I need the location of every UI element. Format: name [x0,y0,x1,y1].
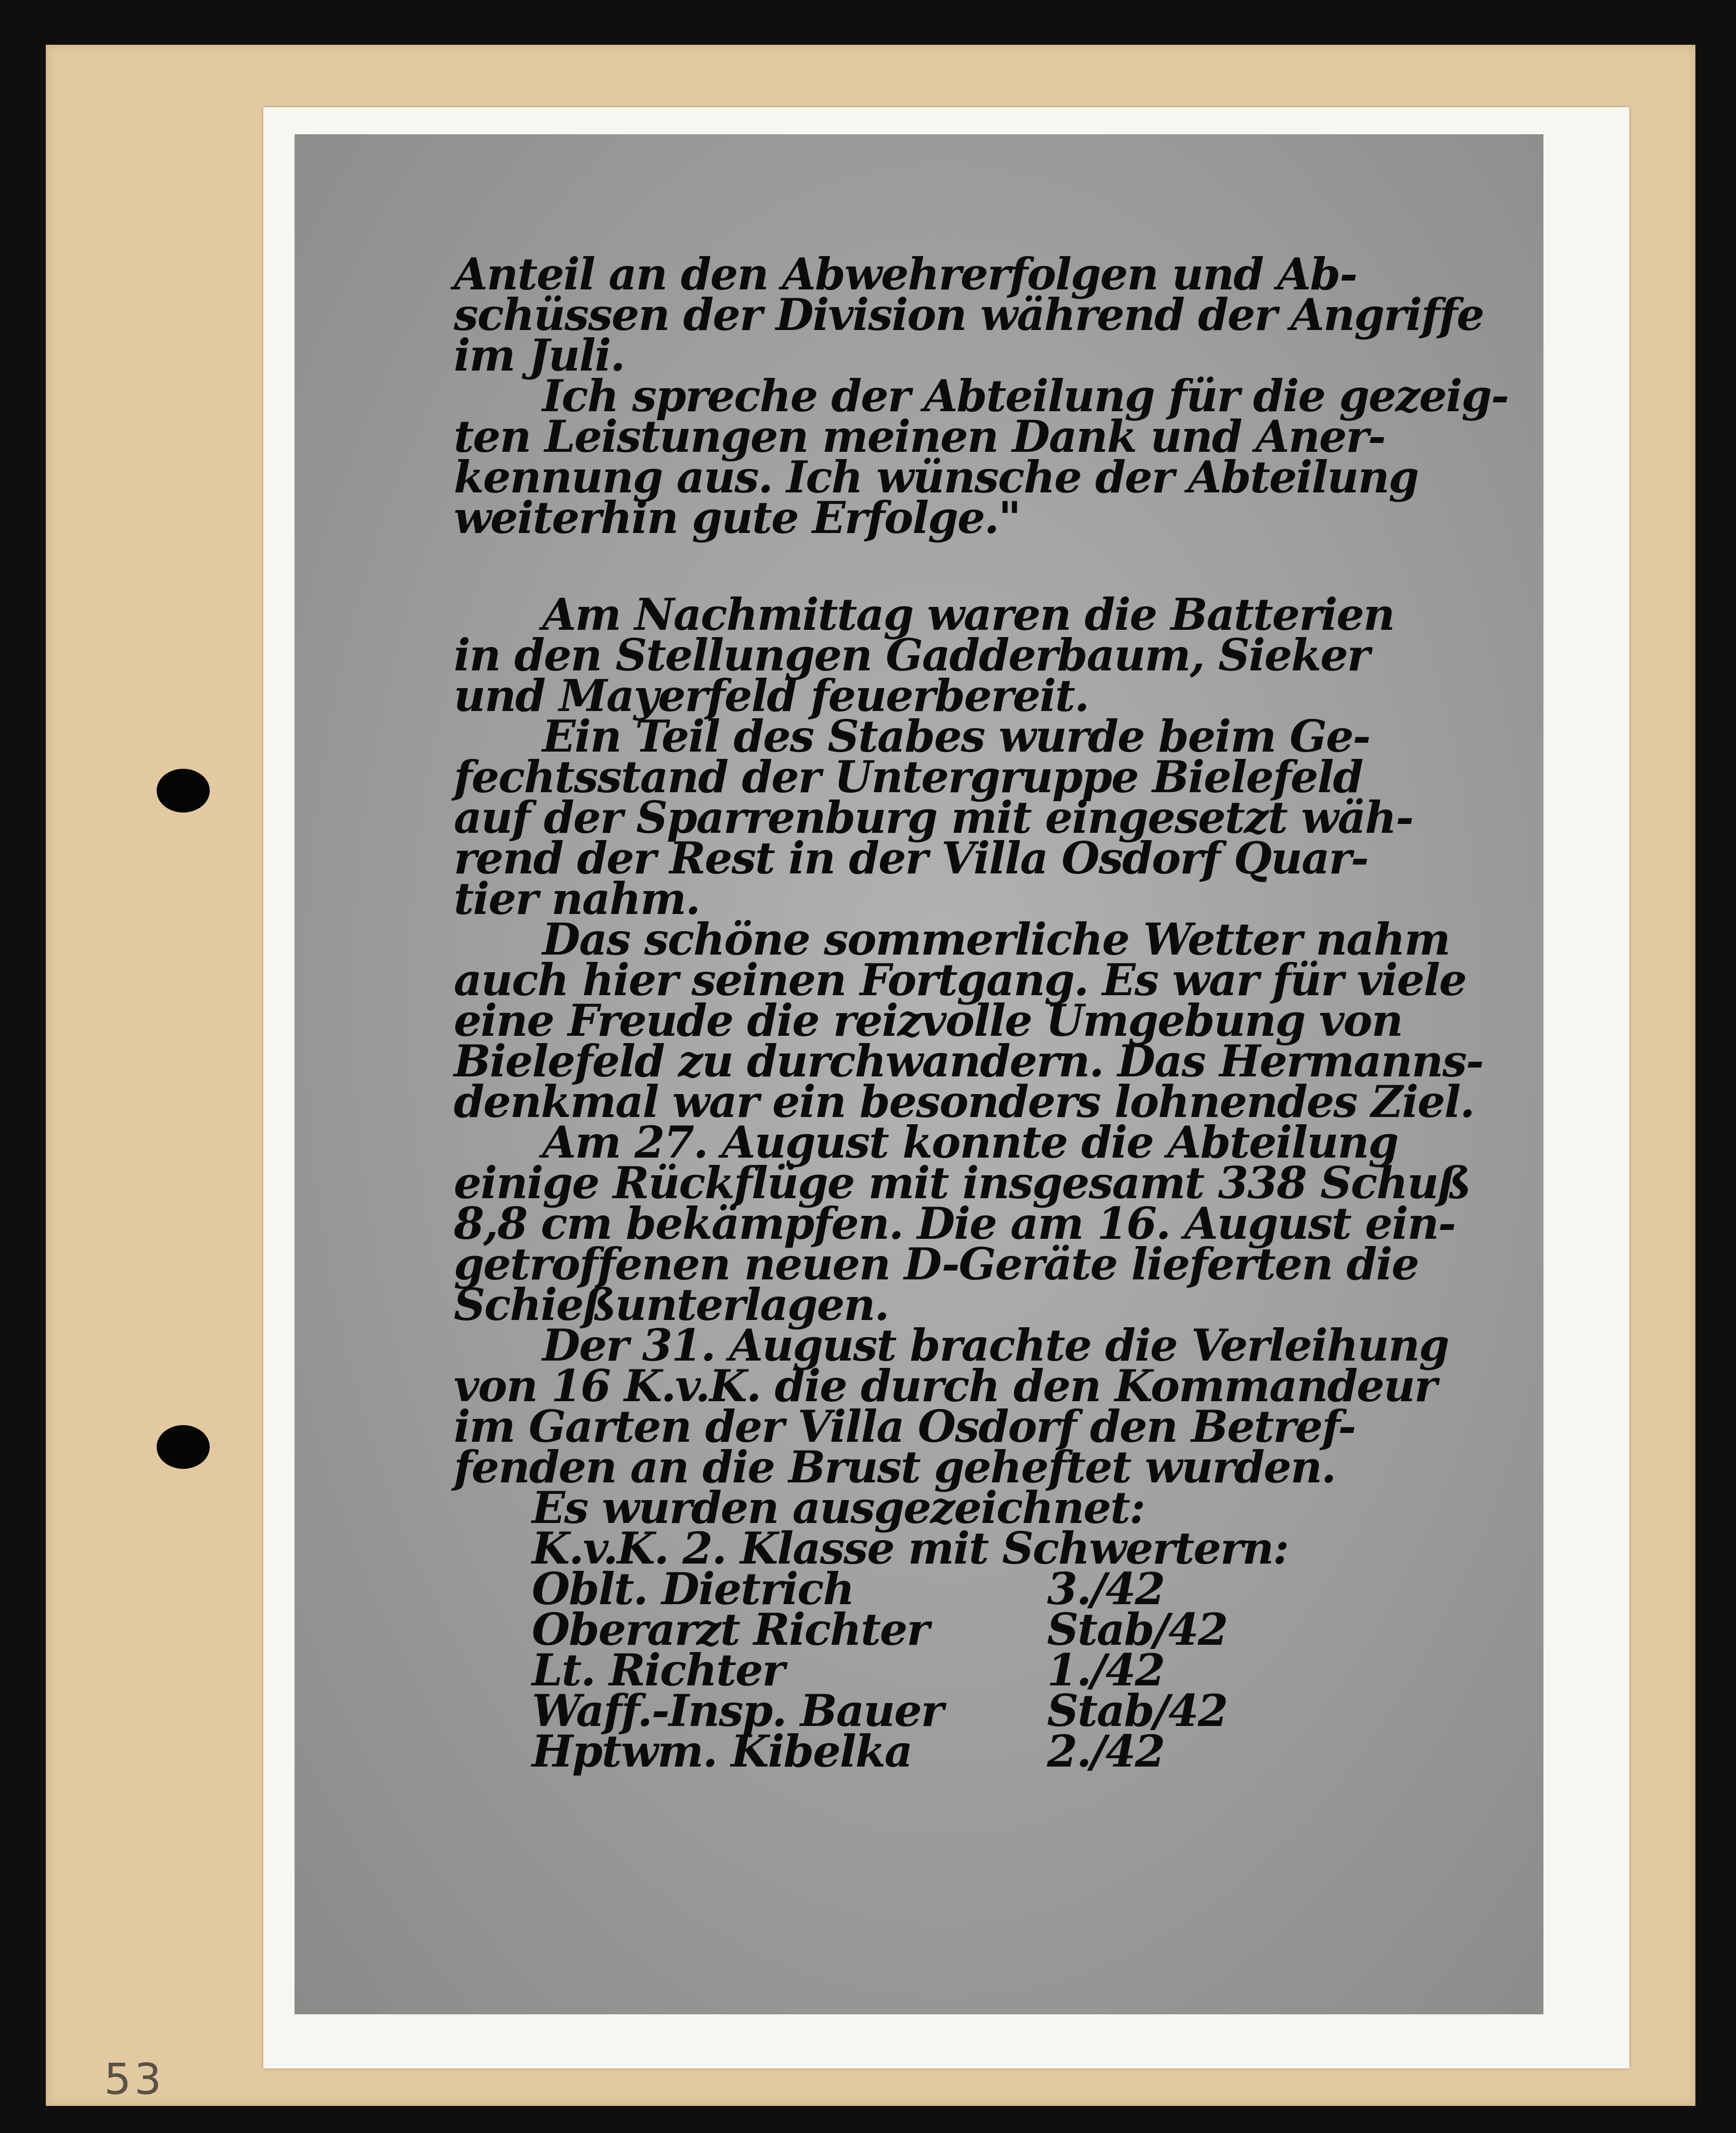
text-line: Anteil an den Abwehrerfolgen und Ab- [454,248,1357,300]
paragraph-5 [454,913,1483,1127]
award-name: Hptwm. Kibelka [532,1725,912,1777]
text-line: rend der Rest in der Villa Osdorf Quar- [454,832,1368,884]
text-line: tier nahm. [454,873,700,924]
text-line: auch hier seinen Fortgang. Es war für viele [454,954,1466,1006]
award-unit: 1./42 [1047,1644,1165,1696]
paragraph-6 [454,1116,1474,1330]
text-line: und Mayerfeld feuerbereit. [454,670,1089,721]
paragraph-4 [454,710,1474,924]
text-line: in den Stellungen Gadderbaum, Sieker [454,629,1369,681]
text-line: kennung aus. Ich wünsche der Abteilung [454,451,1419,503]
text-line: ten Leistungen meinen Dank und Aner- [454,411,1385,462]
photo-mount [263,107,1629,2068]
award-name: Lt. Richter [532,1644,784,1696]
text-line: auf der Sparrenburg mit eingesetzt wäh- [454,792,1413,843]
text-line: getroffenen neuen D-Geräte lieferten die [454,1238,1419,1290]
punch-hole-bottom [157,1425,210,1469]
text-line: von 16 K.v.K. die durch den Kommandeur [454,1360,1436,1412]
award-unit: Stab/42 [1047,1604,1228,1655]
text-line: fenden an die Brust geheftet wurden. [454,1441,1336,1493]
text-line: Der 31. August brachte die Verleihung [542,1319,1449,1371]
award-row [532,1725,1474,1777]
text-line: Ich spreche der Abteilung für die gezeig- [542,370,1509,422]
paragraph-gap [454,538,1474,594]
award-name: Oblt. Dietrich [532,1563,854,1615]
text-line: im Garten der Villa Osdorf den Betref- [454,1401,1356,1452]
awards-list [454,1482,1474,1777]
paragraph-3 [454,589,1474,721]
album-page [46,45,1695,2106]
text-line: im Juli. [454,329,624,381]
paragraph-7 [454,1319,1474,1493]
award-unit: 2./42 [1047,1725,1165,1777]
manuscript-text [454,248,1509,1777]
awards-class: K.v.K. 2. Klasse mit Schwertern: [532,1522,1288,1574]
award-name: Waff.-Insp. Bauer [532,1685,943,1736]
text-line: schüssen der Division während der Angriffe [454,289,1484,340]
manuscript-photo [295,134,1543,2014]
page-number: 53 [104,2055,165,2104]
award-unit: Stab/42 [1047,1685,1228,1736]
award-name: Oberarzt Richter [532,1604,929,1655]
text-line: fechtsstand der Untergruppe Bielefeld [454,751,1363,803]
text-line: einige Rückflüge mit insgesamt 338 Schuß [454,1157,1470,1209]
award-unit: 3./42 [1047,1563,1165,1615]
awards-intro: Es wurden ausgezeichnet: [532,1482,1145,1533]
text-line: denkmal war ein besonders lohnendes Ziel. [454,1076,1474,1127]
text-line: 8,8 cm bekämpfen. Die am 16. August ein- [454,1198,1456,1249]
paragraph-2 [454,370,1509,543]
text-line: Das schöne sommerliche Wetter nahm [542,913,1450,965]
text-line: Bielefeld zu durchwandern. Das Hermanns- [454,1035,1483,1087]
text-line: Am 27. August konnte die Abteilung [542,1116,1398,1168]
text-line: Schießunterlagen. [454,1279,889,1330]
text-line: eine Freude die reizvolle Umgebung von [454,995,1402,1046]
text-line: Ein Teil des Stabes wurde beim Ge- [542,710,1370,762]
punch-hole-top [157,769,210,812]
paragraph-1 [454,248,1484,381]
text-line: weiterhin gute Erfolge." [454,492,1020,543]
text-line: Am Nachmittag waren die Batterien [542,589,1394,640]
